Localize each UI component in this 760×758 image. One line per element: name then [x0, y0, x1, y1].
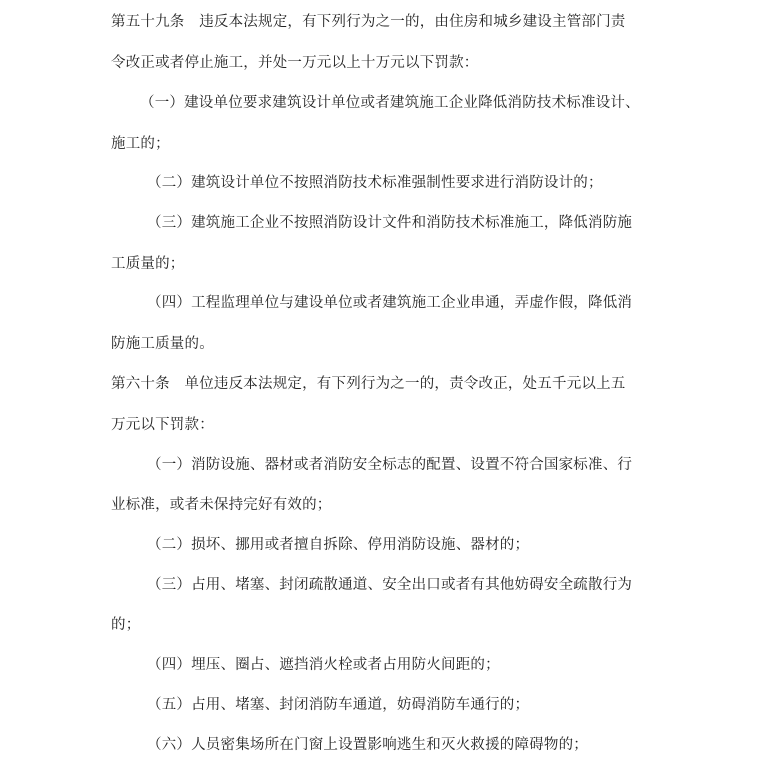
article-59-item-1-cont: 施工的；: [111, 136, 170, 152]
article-59-item-1: （一）建设单位要求建筑设计单位或者建筑施工企业降低消防技术标准设计、: [140, 95, 640, 111]
article-59-item-3: （三）建筑施工企业不按照消防设计文件和消防技术标准施工，降低消防施: [147, 215, 633, 231]
article-59-text-cont: 令改正或者停止施工，并处一万元以上十万元以下罚款：: [111, 55, 479, 71]
article-60-item-4: （四）埋压、圈占、遮挡消火栓或者占用防火间距的；: [147, 657, 500, 673]
article-60-item-2: （二）损坏、挪用或者擅自拆除、停用消防设施、器材的；: [147, 537, 530, 553]
article-60-item-3: （三）占用、堵塞、封闭疏散通道、安全出口或者有其他妨碍安全疏散行为: [147, 577, 633, 593]
article-60-item-1: （一）消防设施、器材或者消防安全标志的配置、设置不符合国家标准、行: [147, 457, 633, 473]
article-59-heading: 第五十九条 违反本法规定，有下列行为之一的，由住房和城乡建设主管部门责: [111, 14, 626, 30]
article-59-item-4: （四）工程监理单位与建设单位或者建筑施工企业串通，弄虚作假，降低消: [147, 295, 633, 311]
article-60-heading: 第六十条 单位违反本法规定，有下列行为之一的，责令改正，处五千元以上五: [111, 376, 626, 392]
article-59-item-2: （二）建筑设计单位不按照消防技术标准强制性要求进行消防设计的；: [147, 175, 603, 191]
article-60-item-5: （五）占用、堵塞、封闭消防车通道，妨碍消防车通行的；: [147, 697, 530, 713]
article-60-item-6: （六）人员密集场所在门窗上设置影响逃生和灭火救援的障碍物的；: [147, 737, 588, 753]
article-60-item-3-cont: 的；: [111, 617, 141, 633]
article-60-item-1-cont: 业标准，或者未保持完好有效的；: [111, 497, 332, 513]
article-59-item-3-cont: 工质量的；: [111, 256, 185, 272]
article-59-item-4-cont: 防施工质量的。: [111, 336, 214, 352]
article-60-text-cont: 万元以下罚款：: [111, 417, 214, 433]
